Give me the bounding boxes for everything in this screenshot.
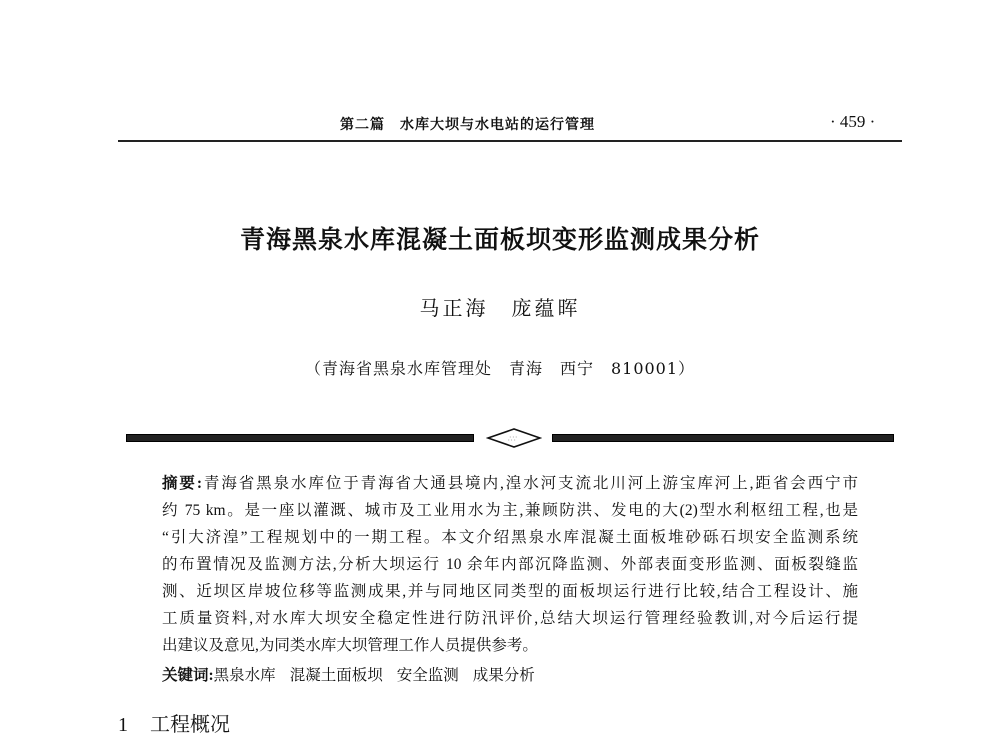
section-heading bbox=[118, 708, 230, 737]
abstract-label: 摘要: bbox=[162, 475, 202, 492]
abstract-line: 约 75 km。是一座以灌溉、城市及工业用水为主,兼顾防洪、发电的大(2)型水利枢纽工程,也是 bbox=[162, 502, 858, 519]
keywords-label: 关键词: bbox=[162, 667, 214, 684]
keyword: 安全监测 bbox=[396, 667, 459, 684]
abstract-line: 测、近坝区岸坡位移等监测成果,并与同地区同类型的面板坝运行进行比较,结合工程设计、施 bbox=[162, 583, 858, 600]
keywords bbox=[162, 663, 549, 685]
abstract-line: 工质量资料,对水库大坝安全稳定性进行防汛评价,总结大坝运行管理经验教训,对今后运行提 bbox=[162, 610, 858, 627]
affiliation: （青海省黑泉水库管理处 青海 西宁 810001） bbox=[304, 359, 696, 378]
section-title: 工程概况 bbox=[150, 714, 230, 736]
ornament-bar-right bbox=[552, 434, 894, 442]
authors: 马正海 庞蕴晖 bbox=[419, 296, 581, 320]
article-title: 青海黑泉水库混凝土面板坝变形监测成果分析 bbox=[239, 225, 760, 254]
abstract-line: 出建议及意见,为同类水库大坝管理工作人员提供参考。 bbox=[162, 637, 538, 654]
abstract-text: 青海省黑泉水库位于青海省大通县境内,湟水河支流北川河上游宝库河上,距省会西宁市 bbox=[202, 475, 858, 492]
section-number: 1 bbox=[118, 714, 128, 736]
page-number: · 459 · bbox=[830, 112, 876, 131]
diamond-ornament-icon bbox=[486, 428, 542, 448]
svg-text:∴∵: ∴∵ bbox=[508, 435, 517, 443]
keyword: 混凝土面板坝 bbox=[289, 667, 383, 684]
keyword: 黑泉水库 bbox=[213, 667, 276, 684]
abstract-line: 的布置情况及监测方法,分析大坝运行 10 余年内部沉降监测、外部表面变形监测、面板裂缝监 bbox=[162, 556, 858, 573]
ornament-bar-left bbox=[126, 434, 474, 442]
abstract bbox=[162, 470, 858, 659]
running-head: 第二篇 水库大坝与水电站的运行管理 bbox=[340, 117, 595, 133]
abstract-line bbox=[162, 470, 858, 497]
header-rule bbox=[118, 140, 902, 142]
keyword: 成果分析 bbox=[472, 667, 535, 684]
abstract-line: “引大济湟”工程规划中的一期工程。本文介绍黑泉水库混凝土面板堆砂砾石坝安全监测系统 bbox=[162, 529, 858, 546]
